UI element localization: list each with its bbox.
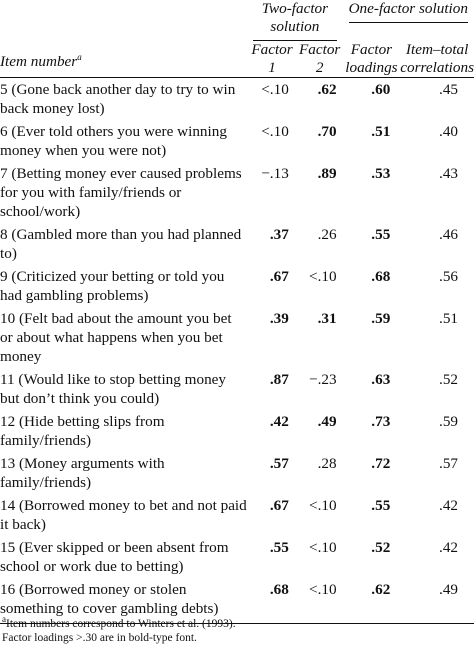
factor-loading-value: .52 <box>371 539 391 556</box>
item-description: 9 (Criticized your betting or told you had gambling problems) <box>0 268 225 304</box>
table-row <box>0 368 474 410</box>
table-row <box>0 265 474 307</box>
factor2-value: .89 <box>317 165 337 182</box>
table-row <box>0 223 474 265</box>
factor2-value: .70 <box>317 123 337 140</box>
factor2-header: Factor 2 <box>299 41 341 76</box>
table-row <box>0 452 474 494</box>
factor1-value: .42 <box>269 413 289 430</box>
table-row <box>0 578 474 620</box>
factor-loading-value: .55 <box>371 497 391 514</box>
factor-loading-value: .51 <box>371 123 391 140</box>
item-total-correlation-value: .46 <box>439 226 458 243</box>
two-factor-label: Two-factor solution <box>253 0 336 41</box>
item-number-header: Item number$^a$ <box>0 51 82 70</box>
group-header-row <box>0 0 474 41</box>
itc-header: Item–total correlations <box>400 41 474 76</box>
table-row <box>0 78 474 120</box>
factor-loading-value: .72 <box>371 455 391 472</box>
factor1-value: −.13 <box>261 165 289 182</box>
factor1-value: .39 <box>269 310 289 327</box>
item-total-correlation-value: .43 <box>439 165 458 182</box>
item-description: 13 (Money arguments with family/friends) <box>0 455 165 491</box>
factor1-value: .87 <box>269 371 289 388</box>
table-row <box>0 494 474 536</box>
factor2-value: −.23 <box>309 371 337 388</box>
item-total-correlation-value: .49 <box>439 581 458 598</box>
factor2-value: <.10 <box>309 497 337 514</box>
two-factor-header <box>247 0 342 41</box>
factor-loading-value: .62 <box>371 581 391 598</box>
factor2-value: .49 <box>317 413 337 430</box>
factor-loading-value: .60 <box>371 81 391 98</box>
one-factor-header <box>343 0 474 41</box>
factor2-value: <.10 <box>309 581 337 598</box>
factor1-value: .55 <box>269 539 289 556</box>
item-description: 16 (Borrowed money or stolen something to cover gambling debts) <box>0 581 219 617</box>
table-row <box>0 536 474 578</box>
factor1-value: .67 <box>269 268 289 285</box>
note-item-numbers: $^a$Item numbers correspond to Winters et al. (1993). <box>2 614 236 630</box>
factor-loading-value: .68 <box>371 268 391 285</box>
column-header-row <box>0 41 474 78</box>
item-total-correlation-value: .57 <box>439 455 458 472</box>
factor1-value: .37 <box>269 226 289 243</box>
factor-loading-value: .63 <box>371 371 391 388</box>
item-total-correlation-value: .59 <box>439 413 458 430</box>
table-row <box>0 410 474 452</box>
factor-loading-value: .73 <box>371 413 391 430</box>
factor2-value: <.10 <box>309 268 337 285</box>
item-total-correlation-value: .42 <box>439 539 458 556</box>
factor-loading-value: .55 <box>371 226 391 243</box>
factor-loading-value: .53 <box>371 165 391 182</box>
item-total-correlation-value: .56 <box>439 268 458 285</box>
item-description: 10 (Felt bad about the amount you bet or about what happens when you bet money <box>0 310 232 365</box>
table-body <box>0 78 474 620</box>
factor2-value: <.10 <box>309 539 337 556</box>
item-description: 5 (Gone back another day to try to win back money lost) <box>0 81 236 117</box>
factor2-value: .26 <box>317 226 337 243</box>
factor2-value: .31 <box>317 310 337 327</box>
one-factor-label: One-factor solution <box>349 0 468 23</box>
table-notes <box>2 614 472 645</box>
item-total-correlation-value: .45 <box>439 81 458 98</box>
loadings-header: Factor loadings <box>345 41 398 76</box>
factor1-value: .57 <box>269 455 289 472</box>
item-description: 14 (Borrowed money to bet and not paid it back) <box>0 497 247 533</box>
item-description: 6 (Ever told others you were winning money when you were not) <box>0 123 227 159</box>
item-total-correlation-value: .42 <box>439 497 458 514</box>
item-description: 15 (Ever skipped or been absent from school or work due to betting) <box>0 539 229 575</box>
table-row <box>0 307 474 368</box>
table-row <box>0 162 474 223</box>
item-total-correlation-value: .52 <box>439 371 458 388</box>
factor1-value: .68 <box>269 581 289 598</box>
empty-header-cell <box>0 0 247 41</box>
table-row <box>0 120 474 162</box>
factor1-value: <.10 <box>261 81 289 98</box>
item-total-correlation-value: .40 <box>439 123 458 140</box>
factor1-value: <.10 <box>261 123 289 140</box>
item-description: 12 (Hide betting slips from family/friends) <box>0 413 165 449</box>
item-total-correlation-value: .51 <box>439 310 458 327</box>
note-bold-loadings: Factor loadings >.30 are in bold-type font. <box>2 632 197 644</box>
factor2-value: .62 <box>317 81 337 98</box>
factor1-value: .67 <box>269 497 289 514</box>
factor1-header: Factor 1 <box>251 41 293 76</box>
factor2-value: .28 <box>317 455 337 472</box>
item-description: 8 (Gambled more than you had planned to) <box>0 226 242 262</box>
item-description: 7 (Betting money ever caused problems for you with family/friends or school/work) <box>0 165 242 220</box>
factor-loading-value: .59 <box>371 310 391 327</box>
item-description: 11 (Would like to stop betting money but don’t think you could) <box>0 371 227 407</box>
